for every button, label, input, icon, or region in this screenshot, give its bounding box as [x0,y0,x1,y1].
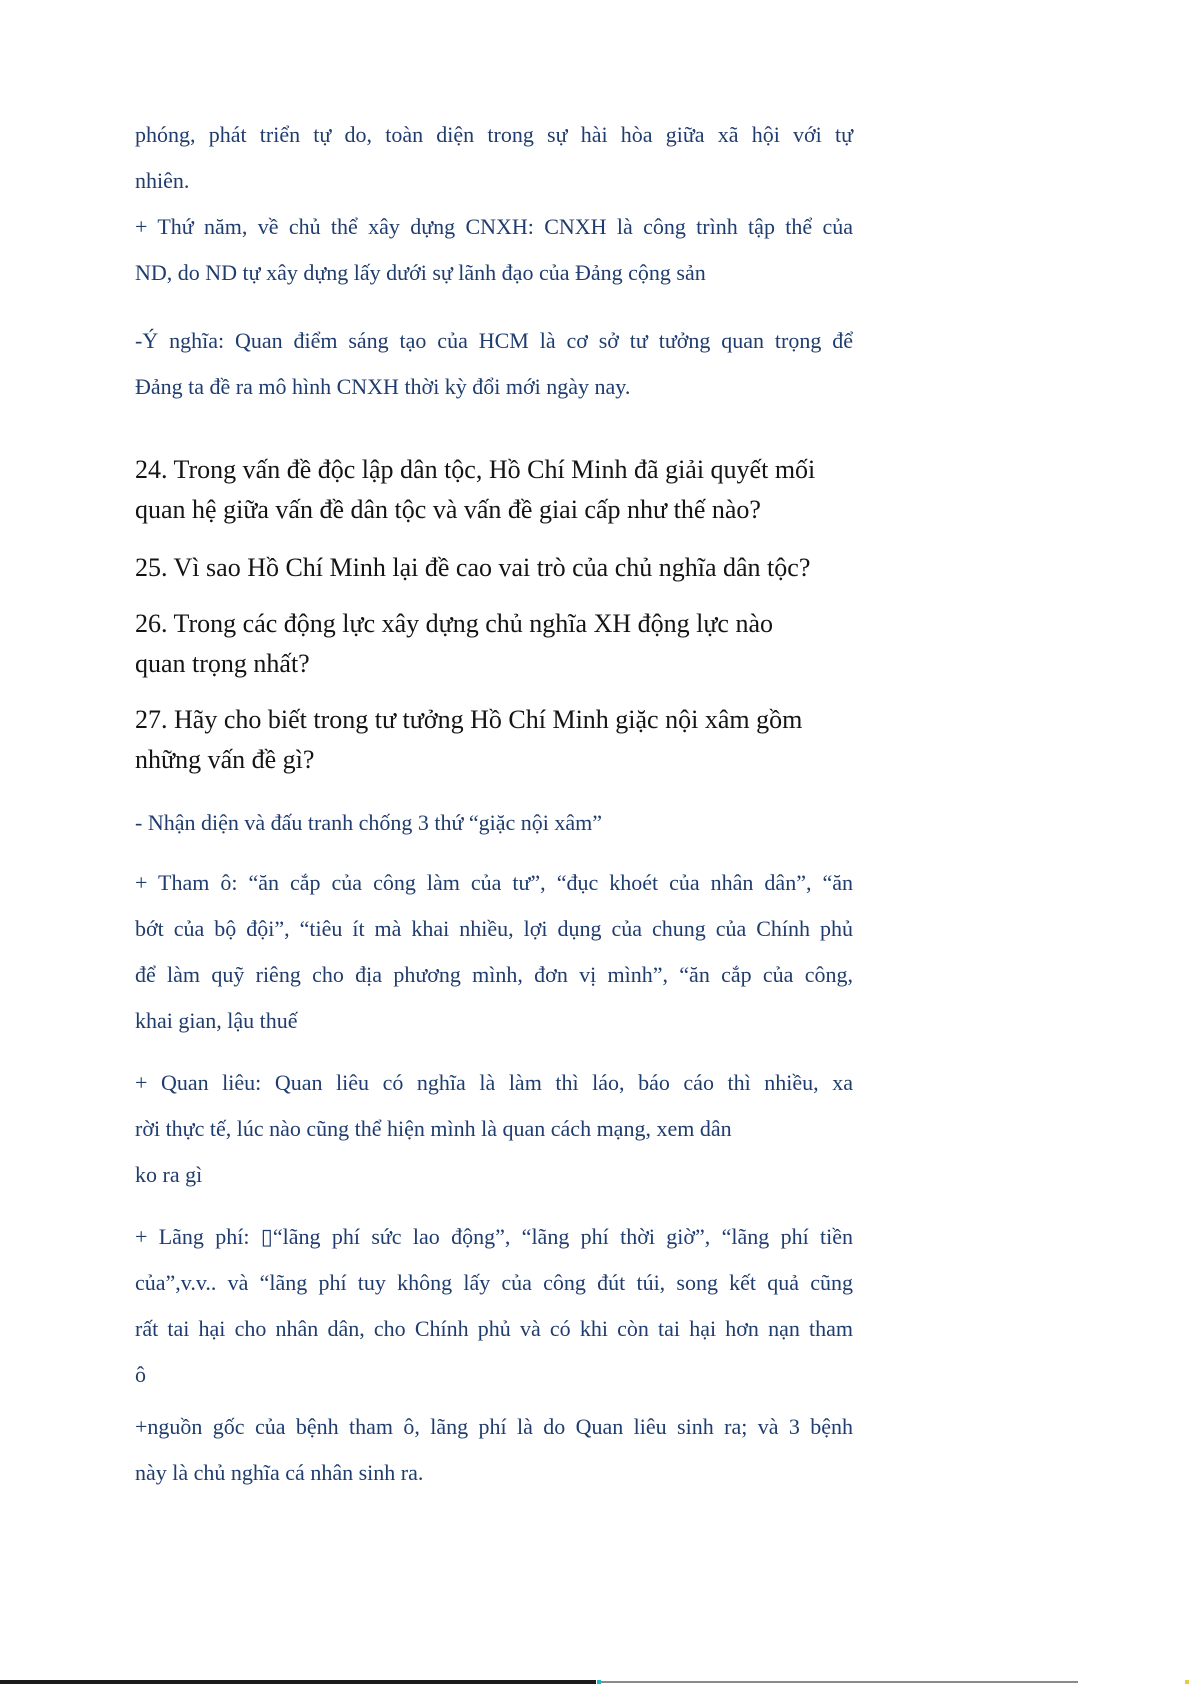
para-thu-nam [135,204,853,296]
scrollbar-track[interactable] [601,1681,1078,1683]
text-line: Đảng ta đề ra mô hình CNXH thời kỳ đổi mới ngày nay. [135,374,631,399]
para-lang-phi [135,1214,853,1398]
text-line: ko ra gì [135,1162,203,1187]
text-line: nhiên. [135,168,190,193]
text-line: + Lãng phí: ▯“lãng phí sức lao động”, “lãng phí thời giờ”, “lãng phí tiền [135,1224,853,1249]
text-line: -Ý nghĩa: Quan điểm sáng tạo của HCM là cơ sở tư tưởng quan trọng để [135,328,853,353]
question-line: 27. Hãy cho biết trong tư tưởng Hồ Chí Minh giặc nội xâm gồm [135,705,803,734]
question-27 [135,700,853,780]
text-line: phóng, phát triển tự do, toàn diện trong sự hài hòa giữa xã hội với tự [135,122,853,147]
question-24 [135,450,853,530]
question-line: 24. Trong vấn đề độc lập dân tộc, Hồ Chí Minh đã giải quyết mối [135,455,816,484]
para-phat-trien [135,112,853,204]
scrollbar-thumb[interactable] [0,1680,596,1684]
para-quan-lieu [135,1060,853,1198]
text-line: + Quan liêu: Quan liêu có nghĩa là làm thì láo, báo cáo thì nhiều, xa [135,1070,853,1095]
question-line: quan trọng nhất? [135,649,310,678]
text-line: +nguồn gốc của bệnh tham ô, lãng phí là do Quan liêu sinh ra; và 3 bệnh [135,1414,853,1439]
para-tham-o [135,860,853,1044]
text-line: của”,v.v.. và “lãng phí tuy không lấy của công đút túi, song kết quả cũng [135,1270,853,1295]
text-line: này là chủ nghĩa cá nhân sinh ra. [135,1460,424,1485]
question-line: 26. Trong các động lực xây dựng chủ nghĩa XH động lực nào [135,609,774,638]
text-line: ND, do ND tự xây dựng lấy dưới sự lãnh đạo của Đảng cộng sản [135,260,706,285]
text-line: ô [135,1362,146,1387]
question-26 [135,604,853,684]
page-bottom-bar [0,1679,1191,1685]
cursor-dot-icon [1185,1680,1189,1684]
para-nguon-goc [135,1404,853,1496]
text-line: bớt của bộ đội”, “tiêu ít mà khai nhiều, lợi dụng của chung của Chính phủ [135,916,853,941]
question-line: quan hệ giữa vấn đề dân tộc và vấn đề giai cấp như thế nào? [135,495,761,524]
text-line: rời thực tế, lúc nào cũng thể hiện mình là quan cách mạng, xem dân [135,1116,732,1141]
document-content [135,112,853,1496]
question-line: những vấn đề gì? [135,745,315,774]
text-line: - Nhận diện và đấu tranh chống 3 thứ “giặc nội xâm” [135,810,603,835]
para-nhan-dien [135,800,853,846]
question-25 [135,548,853,588]
text-line: rất tai hại cho nhân dân, cho Chính phủ và có khi còn tai hại hơn nạn tham [135,1316,853,1341]
text-line: khai gian, lậu thuế [135,1008,298,1033]
para-y-nghia [135,318,853,410]
question-line: 25. Vì sao Hồ Chí Minh lại đề cao vai trò của chủ nghĩa dân tộc? [135,553,811,582]
text-line: + Thứ năm, về chủ thể xây dựng CNXH: CNXH là công trình tập thể của [135,214,853,239]
text-line: để làm quỹ riêng cho địa phương mình, đơn vị mình”, “ăn cắp của công, [135,962,853,987]
text-line: + Tham ô: “ăn cắp của công làm của tư”, “đục khoét của nhân dân”, “ăn [135,870,853,895]
